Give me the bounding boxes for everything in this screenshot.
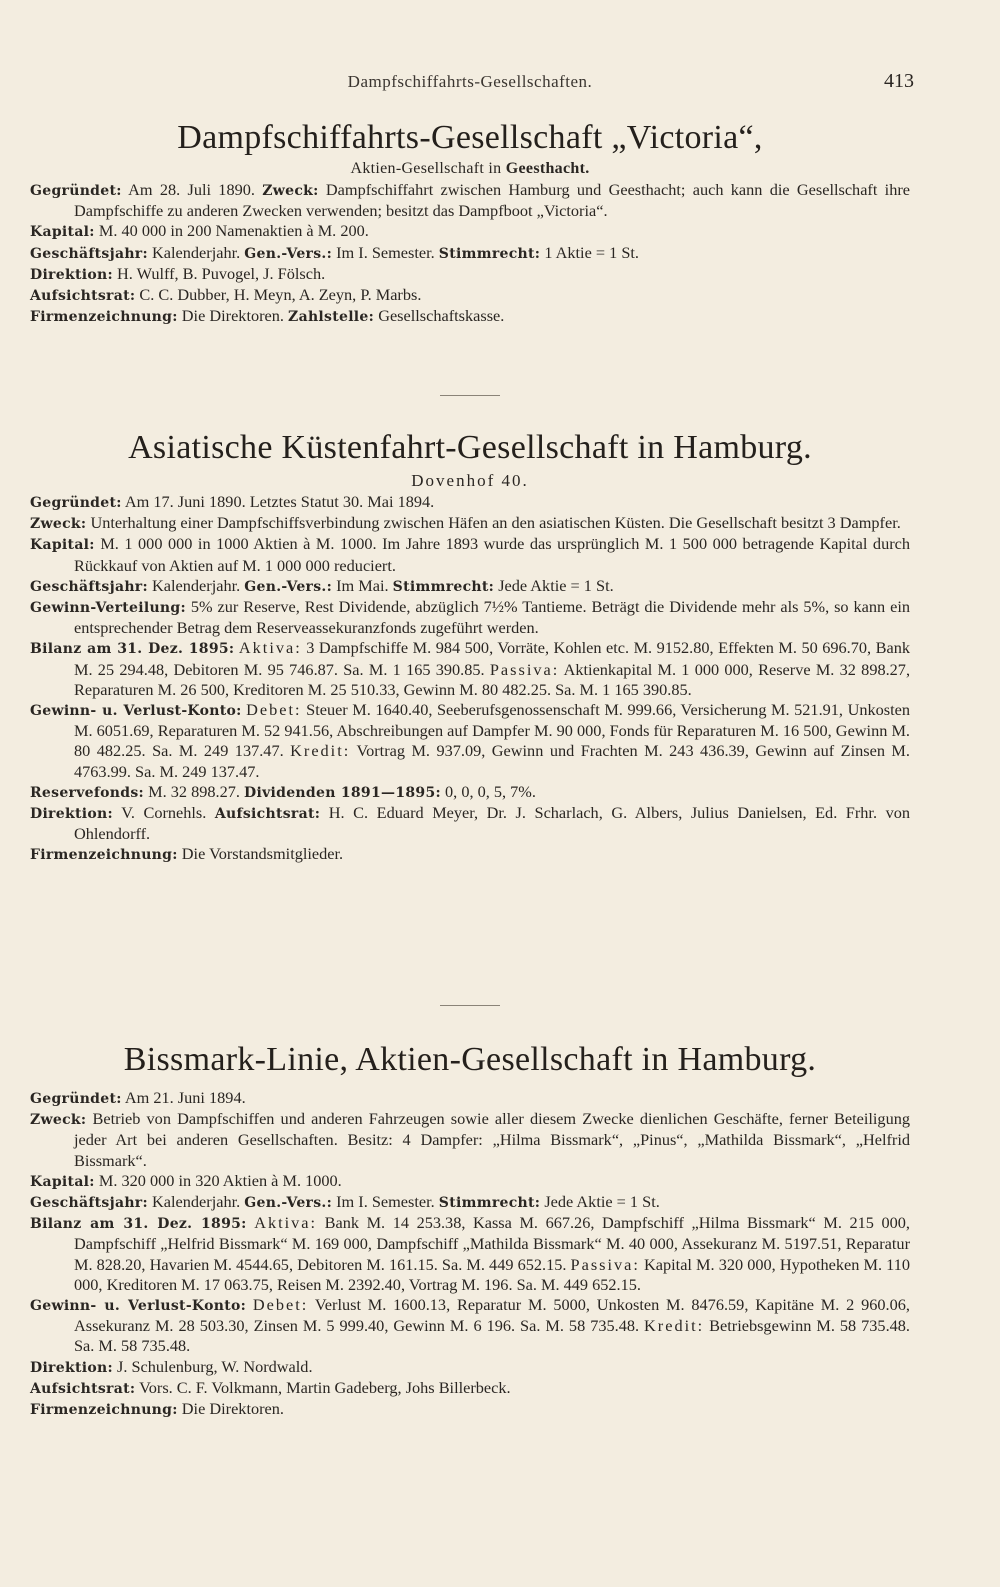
text-debet: Steuer M. 1640.40, Seeberufsgenossenschaft M. 999.66, Versicherung M. 521.91, Unkosten M. 6051.69, Reparaturen M. 52 941.56, Abschreibungen auf Dampfer M. 90 000, Fonds für Reparaturen M. 16 500, Gewinn M. 80 482.25. Sa. M. 249 137.47. xyxy=(74,700,910,761)
running-title: Dampfschiffahrts-Gesellschaften. xyxy=(347,72,593,91)
entry-geschaeftsjahr xyxy=(30,576,910,597)
entry-firmenzeichnung xyxy=(30,844,910,865)
label-bilanz: Bilanz am 31. Dez. 1895: xyxy=(30,1216,247,1233)
text-passiva: Aktienkapital M. 1 000 000, Reserve M. 32 898.27, Reparaturen M. 26 500, Kreditoren M. 25 510.33, Gewinn M. 80 482.25. Sa. M. 1 165 390.85. xyxy=(74,659,911,699)
label-gen-vers: Gen.-Vers.: xyxy=(244,578,333,595)
text-dividenden: 0, 0, 0, 5, 7%. xyxy=(445,781,536,801)
label-aktiva: Aktiva: xyxy=(254,1213,318,1233)
label-stimmrecht: Stimmrecht: xyxy=(392,578,495,595)
label-reservefonds: Reservefonds: xyxy=(30,784,145,801)
entry-gewinn-verlust xyxy=(30,700,910,782)
label-firmenzeichnung: Firmenzeichnung: xyxy=(30,309,178,326)
text-geschaeftsjahr: Kalenderjahr. xyxy=(152,575,241,595)
text-kredit: Vortrag M. 937.09, Gewinn und Frachten M. 243 436.39, Gewinn auf Zinsen M. 4763.99. Sa. M. 249 137.47. xyxy=(74,741,910,781)
label-aufsichtsrat: Aufsichtsrat: xyxy=(30,288,136,305)
label-debet: Debet: xyxy=(252,1295,309,1315)
text-kapital: M. 1 000 000 in 1000 Aktien à M. 1000. Im Jahre 1893 wurde das ursprünglich M. 1 500 000 betragende Kapital durch Rückkauf von Aktien auf M. 1 000 000 reduciert. xyxy=(74,534,910,575)
entry-reservefonds xyxy=(30,782,910,803)
text-gen-vers: Im I. Semester. xyxy=(336,242,435,262)
text-direktion: J. Schulenburg, W. Nordwald. xyxy=(117,1356,313,1376)
entry-gewinn-verlust xyxy=(30,1295,910,1357)
label-kapital: Kapital: xyxy=(30,224,95,241)
text-aufsichtsrat: C. C. Dubber, H. Meyn, A. Zeyn, P. Marbs. xyxy=(139,285,422,305)
text-firmenzeichnung: Die Direktoren. xyxy=(181,306,284,326)
entry-bilanz xyxy=(30,638,910,700)
entry-direktion xyxy=(30,264,910,285)
entry-gegruendet xyxy=(30,180,910,221)
text-stimmrecht: Jede Aktie = 1 St. xyxy=(544,1192,660,1212)
label-direktion: Direktion: xyxy=(30,266,113,283)
entry-bilanz xyxy=(30,1213,910,1295)
label-gewinn-verlust: Gewinn- u. Verlust-Konto: xyxy=(30,703,242,720)
label-kredit: Kredit: xyxy=(290,741,351,761)
text-firmenzeichnung: Die Direktoren. xyxy=(181,1399,284,1419)
text-stimmrecht: 1 Aktie = 1 St. xyxy=(544,242,639,262)
text-gegruendet: Am 21. Juni 1894. xyxy=(124,1088,246,1107)
entry-aufsichtsrat xyxy=(30,1378,910,1399)
page-number: 413 xyxy=(884,70,914,92)
entry-zweck xyxy=(30,1109,910,1171)
label-zweck: Zweck: xyxy=(30,1112,87,1129)
company-address: Dovenhof 40. xyxy=(411,471,529,490)
section-divider xyxy=(440,1005,500,1006)
text-zweck: Betrieb von Dampfschiffen und anderen Fahrzeugen sowie aller diesem Zwecke dienlichen Geschäfte, ferner Beteiligung jeder Art bei anderen Gesellschaften. Besitz: 4 Dampfer: „Hilma Bissmark“, „Pinus“, „Mathilda Bissmark“, „Helfrid Bissmark“. xyxy=(74,1109,910,1170)
text-aufsichtsrat: Vors. C. F. Volkmann, Martin Gadeberg, Johs Billerbeck. xyxy=(139,1377,511,1397)
label-aufsichtsrat: Aufsichtsrat: xyxy=(30,1380,136,1397)
entry-direktion xyxy=(30,803,910,844)
label-stimmrecht: Stimmrecht: xyxy=(438,245,541,262)
label-gegruendet: Gegründet: xyxy=(30,183,122,199)
text-direktion: H. Wulff, B. Puvogel, J. Fölsch. xyxy=(117,263,326,283)
text-gegruendet: Am 17. Juni 1890. Letztes Statut 30. Mai 1894. xyxy=(124,492,435,511)
label-gewinn-verlust: Gewinn- u. Verlust-Konto: xyxy=(30,1298,247,1315)
company-title: Asiatische Küstenfahrt-Gesellschaft in Hamburg. xyxy=(128,429,812,466)
text-zahlstelle: Gesellschaftskasse. xyxy=(378,306,505,326)
running-head xyxy=(0,72,1000,102)
text-passiva: Kapital M. 320 000, Hypotheken M. 110 000, Kreditoren M. 17 063.75, Reisen M. 2392.40, Vortrag M. 196. Sa. M. 449 652.15. xyxy=(74,1254,910,1294)
label-direktion: Direktion: xyxy=(30,1359,113,1376)
entry-firmenzeichnung xyxy=(30,306,910,327)
entry-kapital xyxy=(30,1171,910,1192)
label-firmenzeichnung: Firmenzeichnung: xyxy=(30,1402,178,1419)
company-entry-bissmark xyxy=(30,1040,910,1420)
label-debet: Debet: xyxy=(246,700,302,720)
label-gegruendet: Gegründet: xyxy=(30,495,122,511)
text-debet: Verlust M. 1600.13, Reparatur M. 5000, Unkosten M. 8476.59, Kapitäne M. 2 960.06, Assekuranz M. 28 503.30, Zinsen M. 5 999.40, Gewinn M. 6 196. Sa. M. 58 735.48. xyxy=(74,1295,910,1336)
label-zahlstelle: Zahlstelle: xyxy=(288,309,375,326)
entry-direktion xyxy=(30,1357,910,1378)
label-kapital: Kapital: xyxy=(30,537,95,554)
label-aufsichtsrat: Aufsichtsrat: xyxy=(214,806,321,823)
label-firmenzeichnung: Firmenzeichnung: xyxy=(30,847,178,864)
label-gen-vers: Gen.-Vers.: xyxy=(244,1195,333,1212)
section-divider xyxy=(440,395,500,396)
label-geschaeftsjahr: Geschäftsjahr: xyxy=(30,245,148,262)
label-aktiva: Aktiva: xyxy=(238,638,302,658)
label-stimmrecht: Stimmrecht: xyxy=(438,1195,541,1212)
text-reservefonds: M. 32 898.27. xyxy=(148,781,240,801)
text-kapital: M. 320 000 in 320 Aktien à M. 1000. xyxy=(98,1170,342,1190)
text-gewinn-verteilung: 5% zur Reserve, Rest Dividende, abzüglich 7½% Tantieme. Beträgt die Dividende mehr als 5%, so kann ein entsprechender Betrag dem Reserveassekuranzfonds zugeführt werden. xyxy=(74,597,910,638)
entry-gegruendet xyxy=(30,1088,910,1109)
label-passiva: Passiva: xyxy=(570,1254,640,1274)
company-subtitle xyxy=(30,158,910,180)
label-geschaeftsjahr: Geschäftsjahr: xyxy=(30,578,148,595)
entry-gewinn-verteilung xyxy=(30,597,910,638)
text-firmenzeichnung: Die Vorstandsmitglieder. xyxy=(181,844,344,864)
text-gen-vers: Im Mai. xyxy=(336,575,389,595)
entry-kapital xyxy=(30,221,910,242)
label-zweck: Zweck: xyxy=(30,516,87,533)
entry-geschaeftsjahr xyxy=(30,243,910,264)
text-aktiva: 3 Dampfschiffe M. 984 500, Vorräte, Kohlen etc. M. 9152.80, Effekten M. 50 696.70, Bank M. 25 294.48, Debitoren M. 95 746.87. Sa. M. 1 165 390.85. xyxy=(74,638,910,679)
label-gegruendet: Gegründet: xyxy=(30,1091,122,1107)
entry-aufsichtsrat xyxy=(30,285,910,306)
entry-gegruendet xyxy=(30,492,910,513)
label-dividenden: Dividenden 1891—1895: xyxy=(244,784,441,801)
company-entry-victoria xyxy=(30,118,910,327)
entry-firmenzeichnung xyxy=(30,1399,910,1420)
label-geschaeftsjahr: Geschäftsjahr: xyxy=(30,1195,148,1212)
label-gen-vers: Gen.-Vers.: xyxy=(244,245,333,262)
text-zweck: Dampfschiffahrt zwischen Hamburg und Geesthacht; auch kann die Gesellschaft ihre Dampfschiffe zu anderen Zwecken verwenden; besitzt das Dampfboot „Victoria“. xyxy=(74,180,910,221)
company-title: Bissmark-Linie, Aktien-Gesellschaft in Hamburg. xyxy=(123,1041,817,1078)
text-gen-vers: Im I. Semester. xyxy=(336,1192,435,1212)
text-gegruendet: Am 28. Juli 1890. xyxy=(128,180,255,199)
text-aktiva: Bank M. 14 253.38, Kassa M. 667.26, Dampfschiff „Hilma Bissmark“ M. 215 000, Dampfschiff „Helfrid Bissmark“ M. 169 000, Dampfschiff „Mathilda Bissmark“ M. 40 000, Assekuranz M. 5197.51, Reparatur M. 828.20, Havarien M. 4544.65, Debitoren M. 161.15. Sa. M. 449 652.15. xyxy=(74,1213,910,1274)
label-zweck: Zweck: xyxy=(262,183,319,199)
subtitle-prefix: Aktien-Gesellschaft in xyxy=(350,160,502,177)
label-kapital: Kapital: xyxy=(30,1173,95,1190)
text-stimmrecht: Jede Aktie = 1 St. xyxy=(498,575,614,595)
label-bilanz: Bilanz am 31. Dez. 1895: xyxy=(30,641,235,658)
text-direktion: V. Cornehls. xyxy=(121,803,207,823)
entry-geschaeftsjahr xyxy=(30,1192,910,1213)
text-geschaeftsjahr: Kalenderjahr. xyxy=(152,1192,241,1212)
text-aufsichtsrat: H. C. Eduard Meyer, Dr. J. Scharlach, G. Albers, Julius Danielsen, Ed. Frhr. von Ohlendorff. xyxy=(74,803,910,844)
company-entry-asiatische xyxy=(30,428,910,866)
company-title: Dampfschiffahrts-Gesellschaft „Victoria“, xyxy=(177,119,763,156)
text-zweck: Unterhaltung einer Dampfschiffsverbindung zwischen Häfen an den asiatischen Küsten. Die Gesellschaft besitzt 3 Dampfer. xyxy=(90,513,901,533)
text-geschaeftsjahr: Kalenderjahr. xyxy=(152,242,241,262)
entry-kapital xyxy=(30,534,910,575)
entry-zweck xyxy=(30,513,910,534)
label-gewinn-verteilung: Gewinn-Verteilung: xyxy=(30,600,186,617)
subtitle-place: Geesthacht. xyxy=(505,160,590,177)
label-passiva: Passiva: xyxy=(489,659,560,679)
label-direktion: Direktion: xyxy=(30,806,113,823)
text-kredit: Betriebsgewinn M. 58 735.48. Sa. M. 58 735.48. xyxy=(74,1316,910,1356)
label-kredit: Kredit: xyxy=(644,1316,705,1336)
text-kapital: M. 40 000 in 200 Namenaktien à M. 200. xyxy=(98,221,369,241)
